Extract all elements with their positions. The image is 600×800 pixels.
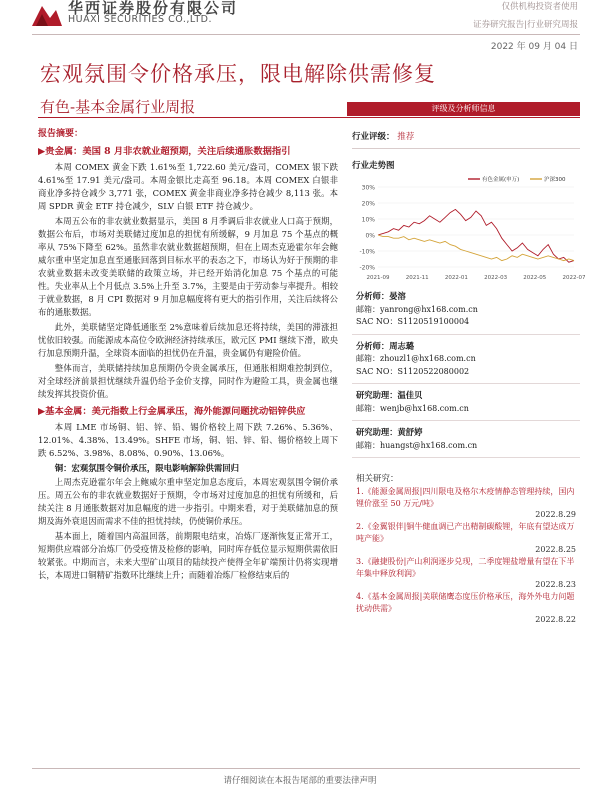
related-date: 2022.8.23	[535, 580, 576, 589]
rating-section-bar: 评级及分析师信息	[347, 102, 580, 116]
report-subtitle: 有色-基本金属行业周报	[40, 98, 196, 116]
base-metals-heading: ▶基本金属：美元指数上行金属承压，海外能源问题扰动铝锌供应	[38, 406, 306, 417]
analyst-card	[352, 285, 580, 335]
x-tick-label: 2022-03	[484, 275, 508, 281]
report-summary	[38, 128, 338, 584]
logo-name-en: HUAXI SECURITIES CO.,LTD.	[68, 14, 212, 25]
precious-metals-heading: ▶贵金属：美国 8 月非农就业超预期，关注后续通胀数据指引	[38, 146, 291, 157]
company-logo-icon	[30, 2, 64, 28]
related-link[interactable]: 4.《基本金属周报|美联储鹰态度压价格承压，海外外电力问题扰动供需》	[356, 592, 575, 613]
analyst-card	[352, 421, 580, 458]
y-tick-label: 20%	[361, 200, 375, 208]
related-date: 2022.8.22	[535, 615, 576, 624]
trend-chart	[352, 173, 586, 285]
paragraph: 基本面上，随着国内高温回落，前期限电结束，冶炼厂逐渐恢复正常开工，短期供应端部分冶炼厂仍受疫情及检修的影响，同时库存低位显示短期供需依旧较紧张。中期而言，未来大型矿山项目的陆续投产使得全年矿端预计仍将实现增长，本周进口铜精矿指数环比继续上升；而随着冶炼厂检修结束后的	[38, 531, 338, 580]
paragraph: 本周 LME 市场铜、铝、锌、铅、锡价格较上周下跌 7.26%、5.36%、12.01%、4.38%、13.49%。SHFE 市场，铜、铝、锌、铅、锡价格较上周下跌 6.52%、3.98%、8.08%、0.90%、13.06%。	[38, 422, 338, 458]
paragraph: 上周杰克逊霍尔年会上鲍威尔重申坚定加息态度后，本周宏观氛围令铜价承压。周五公布的非农就业数据好于预期，令市场对过度加息的担忧有所缓和，后续关注 8 月通胀数据对加息幅度的进一步指引。中期来看，对于美联储加息的预期及海外衰退因而需求不佳的担忧持续，仍使铜价承压。	[38, 477, 338, 526]
analyst-card	[352, 335, 580, 385]
rating-label: 行业评级：	[352, 132, 395, 142]
related-date: 2022.8.29	[535, 510, 576, 519]
analyst-email[interactable]: 邮箱：yanrong@hx168.com.cn	[356, 304, 478, 314]
report-type: 证券研究报告|行业研究周报	[473, 20, 578, 30]
footer-divider	[32, 768, 580, 769]
x-tick-label: 2021-11	[405, 275, 429, 281]
y-tick-label: -20%	[359, 264, 375, 272]
paragraph: 本周五公布的非农就业数据显示，美国 8 月季调后非农就业人口高于预期，数据公布后，市场对美联储过度加息的担忧有所缓解，9 月加息 75 个基点的概率从 75%下降至 62%。虽然非农就业数据超预期，但在上周杰克逊霍尔年会鲍威尔重申坚定加息直至通胀回落到目标水平的表态之下，市场认为好于预期的非农就业数据未改变美联储的政策立场，并已经开始消化加息 75 个基点的可能性。失业率从上个月低点 3.5%上升至 3.7%，主要是由于劳动参与率提升。相较于就业数据，8 月 CPI 数据对 9 月加息幅度将有更大的指引作用，关注后续将公布的通胀数据。	[38, 216, 338, 317]
analyst-email[interactable]: 邮箱：wenjb@hx168.com.cn	[356, 403, 469, 413]
analyst-email[interactable]: 邮箱：zhouzl1@hx168.com.cn	[356, 354, 476, 363]
trend-chart-title: 行业走势图	[352, 161, 395, 171]
report-date: 2022 年 09 月 04 日	[490, 42, 578, 52]
x-tick-label: 2022-01	[444, 275, 468, 281]
x-tick-label: 2022-07	[562, 275, 586, 281]
report-title: 宏观氛围令价格承压，限电解除供需修复	[40, 62, 436, 86]
x-tick-label: 2021-09	[366, 275, 390, 281]
header-divider	[32, 34, 580, 35]
y-tick-label: 30%	[361, 184, 375, 192]
analyst-sac: SAC NO：S1120522080002	[356, 366, 470, 376]
analyst-label: 分析师：	[356, 340, 390, 351]
x-tick-label: 2022-05	[523, 275, 547, 281]
legend-label: 有色金属(申万)	[482, 177, 520, 183]
paragraph: 本周 COMEX 黄金下跌 1.61%至 1,722.60 美元/盎司，COMEX 银下跌 4.61%至 17.91 美元/盎司。本周金银比走高至 96.18。本周 COMEX 白银非商业净多持仓减少 3,771 张，COMEX 黄金非商业净多持仓减少 8,113 张。本周 SPDR 黄金 ETF 持仓减少，SLV 白银 ETF 持仓减少。	[38, 162, 338, 211]
audience-note: 仅供机构投资者使用	[501, 2, 578, 12]
related-date: 2022.8.25	[535, 545, 576, 554]
analyst-name: 晏溶	[389, 291, 406, 301]
analyst-email[interactable]: 邮箱：huangst@hx168.com.cn	[356, 440, 478, 450]
analyst-card	[352, 384, 580, 421]
analyst-name: 黄舒婷	[397, 427, 423, 437]
sidebar	[352, 122, 586, 626]
trend-chart-svg	[352, 173, 586, 285]
rating-value: 推荐	[397, 132, 415, 142]
paragraph: 此外，美联储坚定降低通胀至 2%意味着后续加息还将持续，美国的滞涨担忧依旧较强。而能源成本高位令欧洲经济持续承压，欧元区 PMI 继续下滑，欧央行加息预期升温，全球资本面临的担忧仍在升温，贵金属仍有避险价值。	[38, 322, 338, 358]
analyst-sac: SAC NO：S1120519100004	[356, 317, 470, 326]
related-link[interactable]: 2.《金翼银伴|铜牛健血调已产出精制碳酸锂，年底有望达成万吨产能》	[356, 522, 575, 543]
title-divider	[38, 117, 580, 118]
y-tick-label: 0%	[365, 232, 375, 240]
summary-label: 报告摘要：	[38, 129, 84, 139]
related-research-label: 相关研究：	[356, 474, 399, 484]
analyst-label: 分析师：	[356, 291, 390, 301]
logo-name-cn: 华西证券股份有限公司	[68, 0, 239, 17]
industry-rating	[352, 130, 580, 149]
analyst-label: 研究助理：	[356, 390, 398, 400]
legend-label: 沪深300	[544, 177, 566, 183]
y-tick-label: -10%	[359, 248, 375, 256]
copper-heading: 铜：宏观氛围令铜价承压，限电影响解除供需回归	[54, 463, 240, 473]
related-link[interactable]: 3.《融捷股份|产山利润逐步兑现，二季度锂盐增量有望在下半年集中释放利润》	[356, 557, 575, 578]
analyst-label: 研究助理：	[356, 427, 398, 437]
legal-notice: 请仔细阅读在本报告尾部的重要法律声明	[223, 776, 377, 786]
y-tick-label: 10%	[361, 216, 375, 224]
paragraph: 整体而言，美联储持续加息预期仍令贵金属承压，但通胀相期难控制到位，对全球经济前景担忧继续升温仍给予金价支撑，同时作为避险工具，贵金属也继续发挥其投资价值。	[38, 363, 338, 399]
related-link[interactable]: 1.《能源金属周报|四川限电及格尔木疫情静态管理持续，国内锂价涨至 50 万元/吨》	[356, 487, 575, 508]
analyst-name: 温佳贝	[397, 390, 423, 400]
analyst-name: 周志璐	[389, 340, 415, 351]
